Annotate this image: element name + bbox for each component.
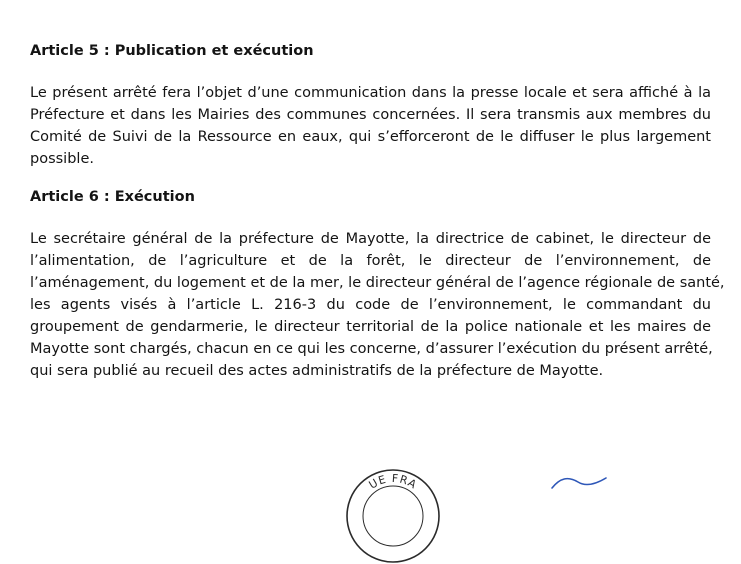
signature-mark <box>548 472 618 492</box>
article-6-line: l’alimentation, de l’agriculture et de la forêt, le directeur de l’environnement, de <box>30 253 711 269</box>
article-5-line: Le présent arrêté fera l’objet d’une communication dans la presse locale et sera affiché à la <box>30 85 711 101</box>
official-seal <box>345 468 441 564</box>
article-6-line: l’aménagement, du logement et de la mer, le directeur général de l’agence régionale de santé, <box>30 275 725 291</box>
article-6-line: les agents visés à l’article L. 216-3 du code de l’environnement, le commandant du <box>30 297 711 313</box>
article-6-line: Le secrétaire général de la préfecture de Mayotte, la directrice de cabinet, le directeur de <box>30 231 711 247</box>
article-5-line: Préfecture et dans les Mairies des communes concernées. Il sera transmis aux membres du <box>30 107 711 123</box>
article-6-paragraph <box>30 228 725 382</box>
article-6-line: qui sera publié au recueil des actes administratifs de la préfecture de Mayotte. <box>30 363 604 379</box>
article-6-line: Mayotte sont chargés, chacun en ce qui les concerne, d’assurer l’exécution du présent arrêté, <box>30 341 713 357</box>
article-6-heading: Article 6 : Exécution <box>30 189 195 205</box>
article-5-line: Comité de Suivi de la Ressource en eaux, qui s’efforceront de le diffuser le plus largement <box>30 129 711 145</box>
article-6-line: groupement de gendarmerie, le directeur territorial de la police nationale et les maires de <box>30 319 711 335</box>
article-5-paragraph <box>30 82 711 170</box>
seal-text: UE FRA <box>366 471 420 492</box>
article-5-line: possible. <box>30 151 94 167</box>
svg-text:UE FRA <box>367 472 420 492</box>
article-5-heading: Article 5 : Publication et exécution <box>30 43 314 59</box>
